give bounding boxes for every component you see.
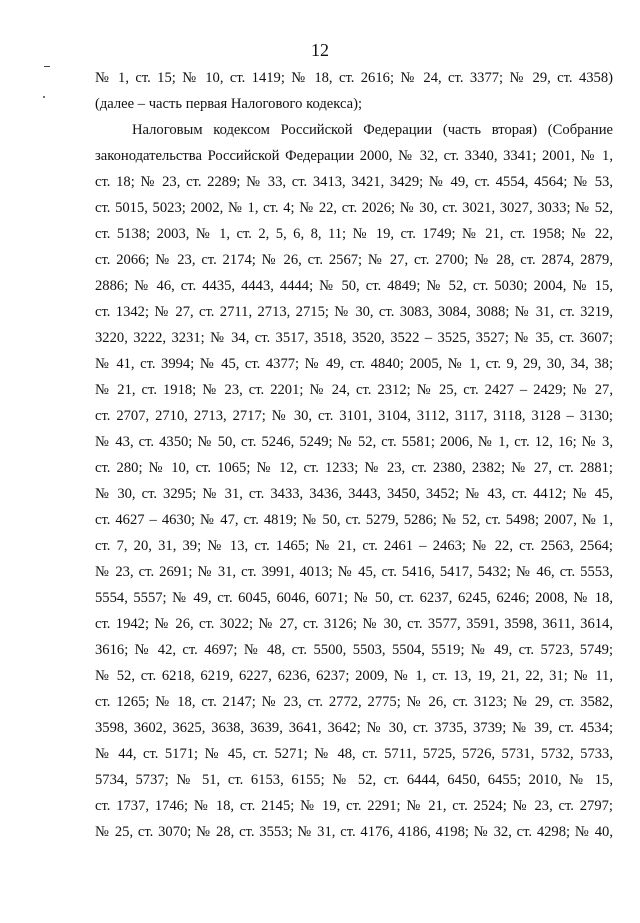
text-line: ст. 18; № 23, ст. 2289; № 33, ст. 3413, 3421, 3429; № 49, ст. 4554, 4564; № 53, [95,174,613,190]
text-line: ст. 4627 – 4630; № 47, ст. 4819; № 50, ст. 5279, 5286; № 52, ст. 5498; 2007, № 1, [95,512,613,528]
text-line: № 30, ст. 3295; № 31, ст. 3433, 3436, 3443, 3450, 3452; № 43, ст. 4412; № 45, [95,486,613,502]
text-line: ст. 1342; № 27, ст. 2711, 2713, 2715; № 30, ст. 3083, 3084, 3088; № 31, ст. 3219, [95,304,613,320]
text-line: 3616; № 42, ст. 4697; № 48, ст. 5500, 5503, 5504, 5519; № 49, ст. 5723, 5749; [95,642,613,658]
text-line [95,845,613,871]
text-line [95,897,613,923]
text-line: № 1, ст. 15; № 10, ст. 1419; № 18, ст. 2616; № 24, ст. 3377; № 29, ст. 4358) [95,70,613,86]
text-line: № 23, ст. 2691; № 31, ст. 3991, 4013; № 45, ст. 5416, 5417, 5432; № 46, ст. 5553, [95,564,613,580]
text-line: Налоговым кодексом Российской Федерации (часть вторая) (Собрание [132,122,613,138]
page-number: 12 [311,40,329,60]
text-line: № 41, ст. 3994; № 45, ст. 4377; № 49, ст. 4840; 2005, № 1, ст. 9, 29, 30, 34, 38; [95,356,613,372]
margin-mark [44,66,50,67]
text-line: № 43, ст. 4350; № 50, ст. 5246, 5249; № 52, ст. 5581; 2006, № 1, ст. 12, 16; № 3, [95,434,613,450]
paragraph-1 [95,65,613,117]
text-line: № 25, ст. 3070; № 28, ст. 3553; № 31, ст. 4176, 4186, 4198; № 32, ст. 4298; № 40, [95,824,613,840]
text-line: ст. 1942; № 26, ст. 3022; № 27, ст. 3126; № 30, ст. 3577, 3591, 3598, 3611, 3614, [95,616,613,632]
text-line: ст. 5138; 2003, № 1, ст. 2, 5, 6, 8, 11; № 19, ст. 1749; № 21, ст. 1958; № 22, [95,226,613,242]
text-line: № 44, ст. 5171; № 45, ст. 5271; № 48, ст. 5711, 5725, 5726, 5731, 5732, 5733, [95,746,613,762]
text-line: законодательства Российской Федерации 2000, № 32, ст. 3340, 3341; 2001, № 1, [95,148,613,164]
text-line: ст. 2066; № 23, ст. 2174; № 26, ст. 2567; № 27, ст. 2700; № 28, ст. 2874, 2879, [95,252,613,268]
text-line [95,871,613,897]
text-line: ст. 1265; № 18, ст. 2147; № 23, ст. 2772, 2775; № 26, ст. 3123; № 29, ст. 3582, [95,694,613,710]
text-line: ст. 2707, 2710, 2713, 2717; № 30, ст. 3101, 3104, 3112, 3117, 3118, 3128 – 3130; [95,408,613,424]
text-line: 3220, 3222, 3231; № 34, ст. 3517, 3518, 3520, 3522 – 3525, 3527; № 35, ст. 3607; [95,330,613,346]
text-line: ст. 5015, 5023; 2002, № 1, ст. 4; № 22, ст. 2026; № 30, ст. 3021, 3027, 3033; № 52, [95,200,613,216]
text-line: 3598, 3602, 3625, 3638, 3639, 3641, 3642; № 30, ст. 3735, 3739; № 39, ст. 4534; [95,720,613,736]
text-line: 2886; № 46, ст. 4435, 4443, 4444; № 50, ст. 4849; № 52, ст. 5030; 2004, № 15, [95,278,613,294]
text-line: № 21, ст. 1918; № 23, ст. 2201; № 24, ст. 2312; № 25, ст. 2427 – 2429; № 27, [95,382,613,398]
document-body [95,65,613,923]
text-line: 5554, 5557; № 49, ст. 6045, 6046, 6071; № 50, ст. 6237, 6245, 6246; 2008, № 18, [95,590,613,606]
text-line: (далее – часть первая Налогового кодекса); [95,96,363,112]
text-line: 5734, 5737; № 51, ст. 6153, 6155; № 52, ст. 6444, 6450, 6455; 2010, № 15, [95,772,613,788]
text-line: № 52, ст. 6218, 6219, 6227, 6236, 6237; 2009, № 1, ст. 13, 19, 21, 22, 31; № 11, [95,668,613,684]
paragraph-2 [95,117,613,923]
text-line: ст. 7, 20, 31, 39; № 13, ст. 1465; № 21, ст. 2461 – 2463; № 22, ст. 2563, 2564; [95,538,613,554]
margin-dot [43,96,45,98]
text-line: ст. 280; № 10, ст. 1065; № 12, ст. 1233; № 23, ст. 2380, 2382; № 27, ст. 2881; [95,460,613,476]
text-line: ст. 1737, 1746; № 18, ст. 2145; № 19, ст. 2291; № 21, ст. 2524; № 23, ст. 2797; [95,798,613,814]
